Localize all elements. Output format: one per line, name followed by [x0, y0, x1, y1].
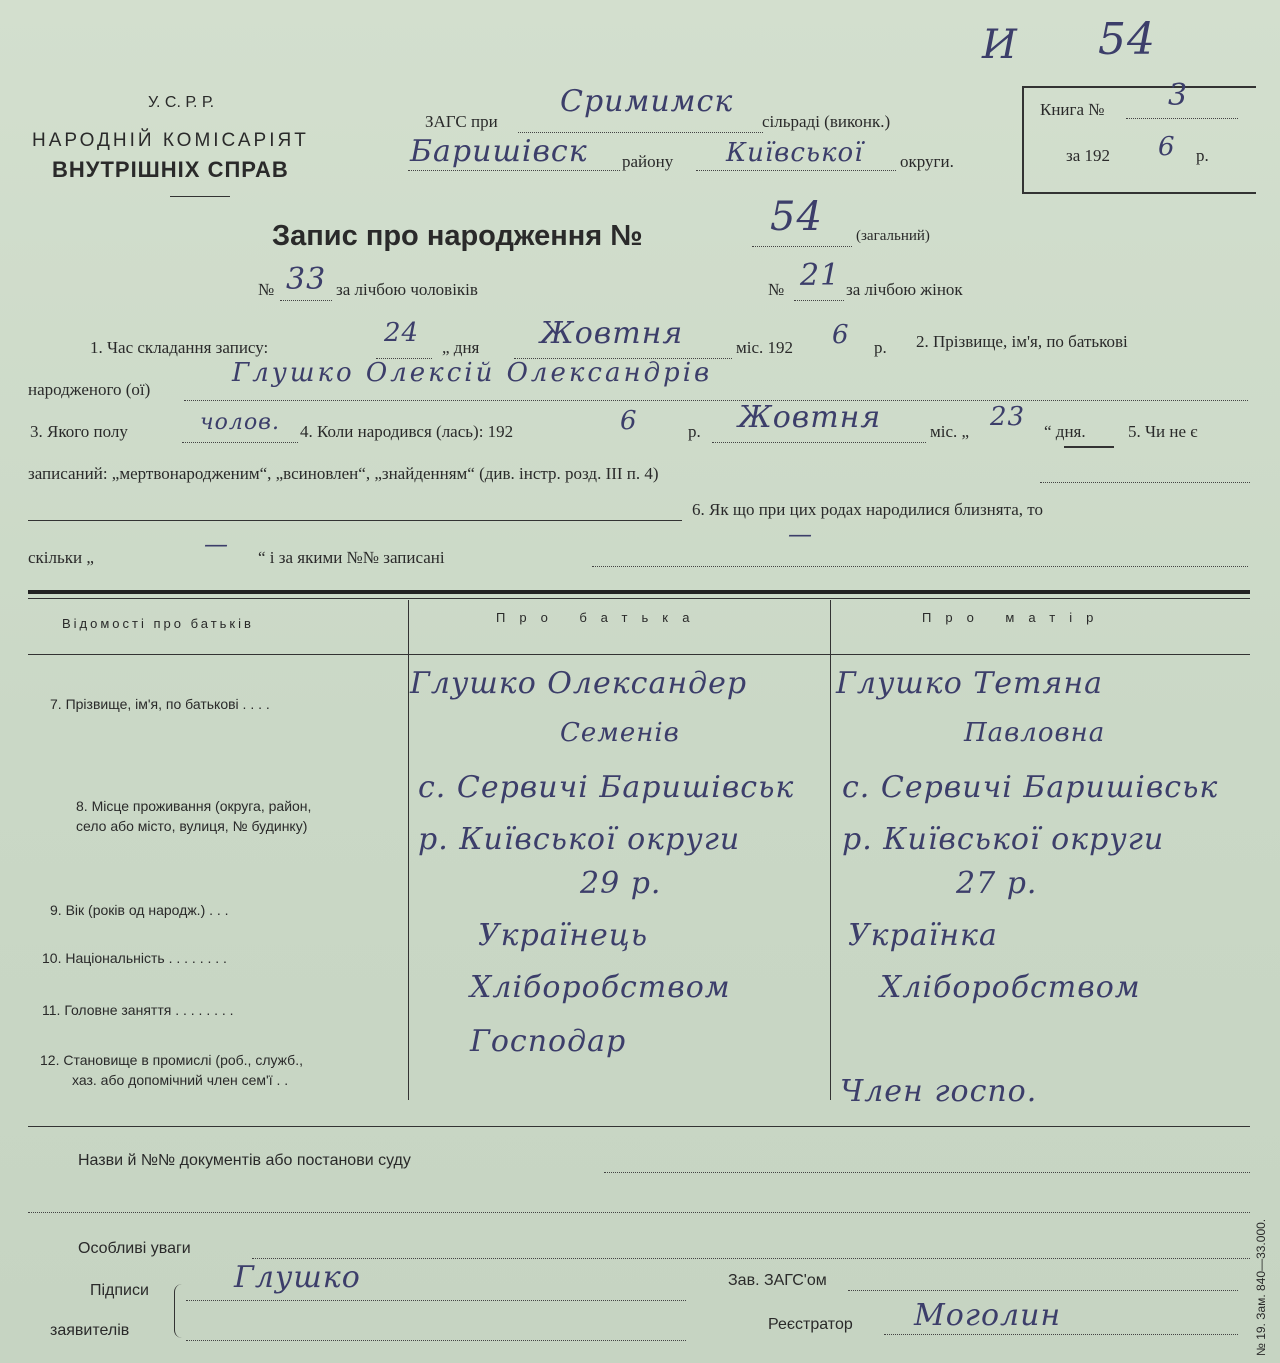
- f4-day-underline: [1064, 446, 1114, 448]
- row8-father2: р. Київської округи: [418, 822, 741, 857]
- f3-label: 3. Якого полу: [30, 422, 128, 441]
- district-line: [408, 170, 620, 171]
- f2-label: 2. Прізвище, ім'я, по батькові: [916, 332, 1128, 351]
- f4-day-label: “ дня.: [1044, 422, 1086, 441]
- registrar-line: [884, 1334, 1238, 1335]
- f5-line2: записаний: „мертвонародженим“, „всиновлен“, „знайденням“ (див. інстр. розд. III п. 4): [28, 464, 659, 483]
- title-number: 54: [770, 194, 823, 240]
- row8-label: 8. Місце проживання (округа, район,: [76, 798, 312, 814]
- f4-day: 23: [990, 402, 1026, 432]
- docs-line: [604, 1172, 1250, 1173]
- row12-father: Господар: [470, 1024, 627, 1059]
- council-label: сільраді (виконк.): [762, 112, 891, 131]
- row7-father: Глушко Олександер: [410, 666, 748, 701]
- table-header-rule: [28, 654, 1250, 655]
- notes-line: [252, 1258, 1250, 1259]
- women-line: [794, 300, 844, 301]
- f5-answer-line2: [28, 520, 682, 521]
- f6-label: 6. Як що при цих родах народилися близнята, то: [692, 500, 1043, 519]
- republic-label: У. С. Р. Р.: [148, 94, 215, 111]
- f4-month: Жовтня: [738, 400, 882, 435]
- table-top-rule-thin: [28, 598, 1250, 599]
- f2-value: Глушко Олексій Олександрів: [232, 358, 713, 388]
- book-label: Книга №: [1040, 100, 1105, 119]
- f4-year-label: р.: [688, 422, 701, 441]
- table-header-father: Про батька: [496, 610, 704, 625]
- row10-father: Українець: [478, 918, 649, 953]
- record-title: Запис про народження №: [272, 220, 643, 252]
- row7-father2: Семенів: [560, 718, 680, 748]
- f3-line: [182, 442, 298, 443]
- sign-brace: [174, 1284, 183, 1338]
- f1-label: 1. Час складання запису:: [90, 338, 269, 357]
- row7-mother: Глушко Тетяна: [836, 666, 1104, 701]
- corner-note-left: И: [982, 22, 1018, 68]
- f6-line2-b: “ і за якими №№ записані: [258, 548, 445, 567]
- year-label: за 192: [1066, 146, 1111, 165]
- okruh-label: округи.: [900, 152, 954, 171]
- f1-year-suffix: р.: [874, 338, 887, 357]
- zags-value: Сримимск: [560, 84, 734, 119]
- applicant-signature: Глушко: [234, 1260, 361, 1295]
- zags-head-label: Зав. ЗАГС'ом: [728, 1272, 827, 1289]
- table-header-parents: Відомості про батьків: [62, 616, 254, 631]
- f1-year: 6: [832, 320, 850, 350]
- district-label: району: [622, 152, 674, 171]
- zags-label: ЗАГС при: [425, 112, 498, 131]
- f5-label: 5. Чи не є: [1128, 422, 1198, 441]
- registrar-label: Реєстратор: [768, 1316, 853, 1333]
- sign-label: Підписи: [90, 1282, 149, 1299]
- okruh-value: Київської: [726, 138, 864, 168]
- men-value: 33: [286, 262, 327, 297]
- docs-line2: [28, 1212, 1250, 1213]
- okruh-line: [696, 170, 896, 171]
- table-col-divider-1: [408, 600, 409, 1100]
- row10-label: 10. Національність . . . . . . . .: [42, 950, 227, 966]
- sign-line: [186, 1300, 686, 1301]
- row9-father: 29 р.: [580, 866, 662, 901]
- row11-father: Хліборобством: [470, 970, 731, 1005]
- row12-label: 12. Становище в промислі (роб., служб.,: [40, 1052, 303, 1068]
- men-line: [280, 300, 332, 301]
- row10-mother: Українка: [848, 918, 998, 953]
- f6-numbers-line: [592, 566, 1248, 567]
- table-header-mother: Про матір: [922, 610, 1108, 625]
- row8-father: с. Сервичі Баришівськ: [418, 770, 795, 805]
- year-suffix: р.: [1196, 146, 1209, 165]
- header-rule: [170, 196, 230, 197]
- f2-line: [184, 400, 1248, 401]
- table-bottom-rule: [28, 1126, 1250, 1127]
- women-prefix: №: [768, 280, 785, 299]
- sign-label2: заявителів: [50, 1322, 130, 1339]
- row9-mother: 27 р.: [956, 866, 1038, 901]
- men-prefix: №: [258, 280, 275, 299]
- year-value: 6: [1158, 132, 1176, 162]
- f1-month-label: міс. 192: [736, 338, 794, 357]
- registrar-signature: Моголин: [914, 1298, 1062, 1333]
- women-value: 21: [800, 258, 841, 293]
- f5-answer-line: [1040, 482, 1250, 483]
- f2-line-label: народженого (ої): [28, 380, 151, 399]
- row8-mother2: р. Київської округи: [842, 822, 1165, 857]
- title-suffix: (загальний): [856, 228, 930, 244]
- row9-label: 9. Вік (років од народж.) . . .: [50, 902, 229, 918]
- row12-mother: Член госпо.: [840, 1074, 1038, 1109]
- f6-extra-dash: —: [788, 520, 813, 548]
- table-top-rule: [28, 590, 1250, 594]
- row7-mother2: Павловна: [964, 718, 1106, 748]
- f4-month-line: [712, 442, 926, 443]
- row12-label2: хаз. або допомічний член сем'ї . .: [72, 1072, 289, 1088]
- women-label: за лічбою жінок: [846, 280, 963, 299]
- f4-month-label: міс. „: [930, 422, 970, 441]
- side-print-number: № 19. Зам. 840—33.000.: [1254, 1218, 1268, 1356]
- row8-mother: с. Сервичі Баришівськ: [842, 770, 1219, 805]
- f1-day: 24: [384, 318, 420, 348]
- f3-value: чолов.: [200, 410, 280, 435]
- book-value: 3: [1168, 78, 1189, 113]
- book-line: [1126, 118, 1238, 119]
- row11-label: 11. Головне заняття . . . . . . . .: [42, 1002, 234, 1018]
- row8-label2: село або місто, вулиця, № будинку): [76, 818, 308, 834]
- notes-label: Особливі уваги: [78, 1240, 191, 1257]
- corner-note-right: 54: [1098, 14, 1156, 65]
- f4-year: 6: [620, 406, 638, 436]
- f6-count: —: [204, 530, 229, 558]
- f4-label: 4. Коли народився (лась): 192: [300, 422, 514, 441]
- district-value: Баришівск: [410, 134, 588, 169]
- zags-head-line: [848, 1290, 1238, 1291]
- table-col-divider-2: [830, 600, 831, 1100]
- f1-day-label: „ дня: [442, 338, 480, 357]
- zags-line: [518, 132, 763, 133]
- department-label: ВНУТРІШНІХ СПРАВ: [52, 157, 289, 182]
- sign-line2: [186, 1340, 686, 1341]
- f1-month: Жовтня: [540, 316, 684, 351]
- row11-mother: Хліборобством: [880, 970, 1141, 1005]
- men-label: за лічбою чоловіків: [336, 280, 478, 299]
- f6-line2-a: скільки „: [28, 548, 94, 567]
- docs-label: Назви й №№ документів або постанови суду: [78, 1152, 411, 1169]
- row7-label: 7. Прізвище, ім'я, по батькові . . . .: [50, 696, 270, 712]
- title-number-line: [752, 246, 852, 247]
- commissariat-label: НАРОДНІЙ КОМІСАРІЯТ: [32, 130, 309, 151]
